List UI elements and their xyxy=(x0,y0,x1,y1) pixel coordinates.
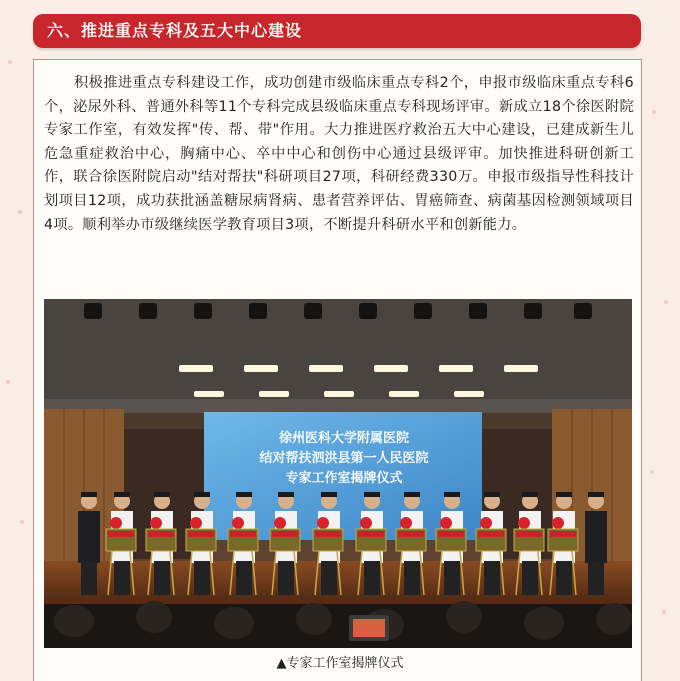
screen-text-line1: 徐州医科大学附属医院 xyxy=(278,431,410,446)
screen-text-line2: 结对帮扶泗洪县第一人民医院 xyxy=(259,451,429,466)
ceremony-photo xyxy=(44,299,632,648)
body-paragraph: 积极推进重点专科建设工作，成功创建市级临床重点专科2个，申报市级临床重点专科6个，泌尿外科、普通外科等11个专科完成县级临床重点专科现场评审。新成立18个徐医附院专家工作室，有效发挥"传、帮、带"作用。大力推进医疗救治五大中心建设，已建成新生儿危急重症救治中心，胸痛中心、卒中中心和创伤中心通过县级评审。加快推进科研创新工作，联合徐医附院启动"结对帮扶"科研项目27项，科研经费330万。申报市级指导性科技计划项目12项，成功获批涵盖糖尿病肾病、患者营养评估、胃癌筛查、病菌基因检测领域项目4项。顺利举办市级继续医学教育项目3项，不断提升科研水平和创新能力。 xyxy=(44,75,634,233)
section-title: 六、推进重点专科及五大中心建设 xyxy=(47,21,303,40)
screen-text-line3: 专家工作室揭牌仪式 xyxy=(285,471,403,486)
section-header xyxy=(33,14,641,48)
photo-caption: ▲专家工作室揭牌仪式 xyxy=(276,656,404,671)
